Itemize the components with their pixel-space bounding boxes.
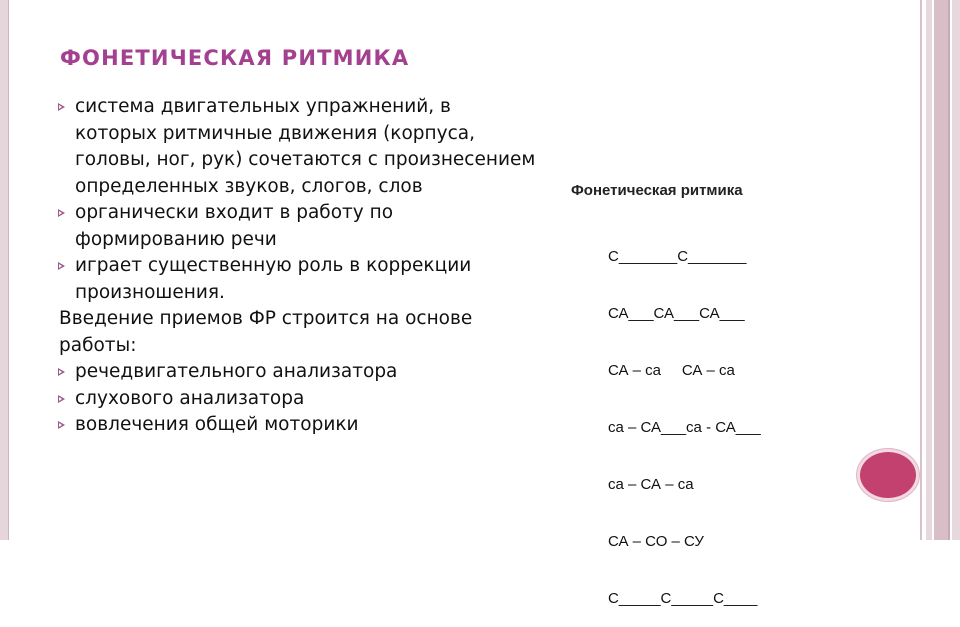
left-border — [0, 0, 8, 540]
bullet-arrow-icon — [58, 209, 65, 217]
list-item: вовлечения общей моторики — [56, 412, 536, 439]
bullet-arrow-icon — [58, 368, 65, 376]
figure-line: С_____С_____С____ — [608, 590, 758, 607]
bullet-arrow-icon — [58, 103, 65, 111]
content-list — [56, 94, 536, 439]
paragraph: Введение приемов ФР строится на основе работы: — [59, 308, 473, 356]
list-item: речедвигательного анализатора — [56, 359, 536, 386]
figure-lines — [608, 209, 761, 627]
decor-stripe — [920, 0, 922, 540]
figure-line: са – СА – са — [608, 476, 694, 493]
list-item: слухового анализатора — [56, 386, 536, 413]
figure-line: СА___СА___СА___ — [608, 305, 745, 322]
bullet-arrow-icon — [58, 262, 65, 270]
figure-title: Фонетическая ритмика — [571, 182, 743, 199]
decor-stripe — [952, 0, 960, 540]
figure-line: С_______С_______ — [608, 248, 747, 265]
list-item: система двигательных упражнений, в которых ритмичные движения (корпуса, головы, ног, рук) сочетаются с произнесением определенных звуков, слогов, слов — [56, 94, 536, 200]
decor-circle — [857, 449, 919, 501]
slide-title: ФОНЕТИЧЕСКАЯ РИТМИКА — [60, 46, 410, 70]
decor-stripe — [948, 0, 950, 540]
bullet-arrow-icon — [58, 421, 65, 429]
decor-stripe — [926, 0, 932, 540]
decor-stripe — [934, 0, 948, 540]
figure-line: СА – са СА – са — [608, 362, 735, 379]
figure-line: са – СА___са - СА___ — [608, 419, 761, 436]
bullet-arrow-icon — [58, 395, 65, 403]
figure-line: СА – СО – СУ — [608, 533, 704, 550]
list-item: органически входит в работу по формированию речи — [56, 200, 536, 253]
list-item: играет существенную роль в коррекции произношения. — [56, 253, 536, 306]
